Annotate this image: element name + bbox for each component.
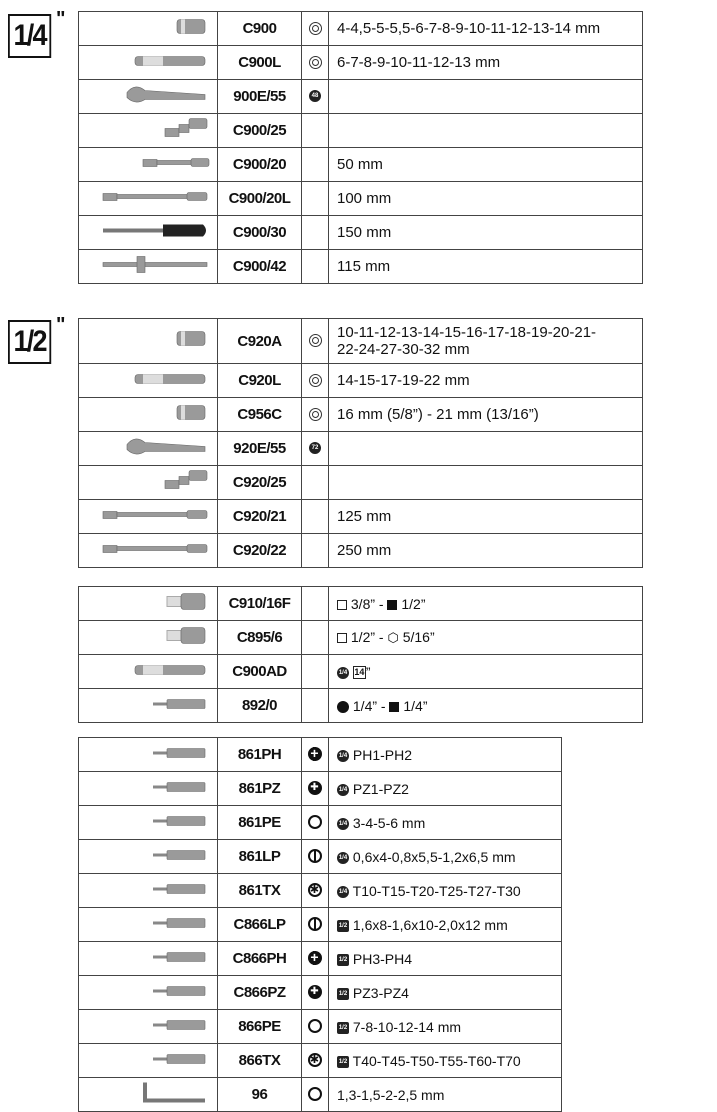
product-code: C866PZ	[218, 976, 302, 1010]
table-row	[79, 655, 643, 689]
tool-illustration-icon	[151, 745, 211, 764]
size-description	[329, 908, 562, 942]
table-row	[79, 466, 643, 500]
product-code: C920L	[218, 364, 302, 398]
half-inch-drive-icon: 1/2	[337, 1056, 349, 1068]
tool-image	[79, 1010, 218, 1044]
table-row	[79, 976, 562, 1010]
table-row	[79, 12, 643, 46]
square-drive-outline-icon	[337, 633, 347, 643]
tool-image	[79, 182, 218, 216]
half-inch-drive-icon: 1/2	[337, 920, 349, 932]
tool-image	[79, 114, 218, 148]
socket-ring-icon	[309, 408, 322, 421]
product-code: 892/0	[218, 689, 302, 723]
table-row	[79, 500, 643, 534]
product-code: C866PH	[218, 942, 302, 976]
product-code: C920/25	[218, 466, 302, 500]
tool-image	[79, 250, 218, 284]
type-icon-cell	[302, 1044, 329, 1078]
size-description	[329, 806, 562, 840]
table-row	[79, 80, 643, 114]
square-drive-filled-icon	[389, 702, 399, 712]
table-row	[79, 738, 562, 772]
tool-illustration-icon	[161, 116, 211, 145]
quarter-inch-drive-icon: 1/4	[337, 818, 349, 830]
tool-illustration-icon	[151, 1051, 211, 1070]
size-description: 150 mm	[329, 216, 643, 250]
type-icon-cell	[302, 1010, 329, 1044]
hex-ring-icon	[308, 1019, 322, 1033]
tool-illustration-icon	[101, 220, 211, 245]
section-inch-mark: "	[56, 8, 66, 30]
half-inch-drive-icon: 1/2	[337, 954, 349, 966]
table-half-inch	[78, 318, 643, 568]
size-description: 10-11-12-13-14-15-16-17-18-19-20-21- 22-24-27-30-32 mm	[329, 319, 643, 364]
tool-illustration-icon	[131, 53, 211, 72]
type-icon-cell	[302, 621, 329, 655]
size-description	[329, 114, 643, 148]
product-code: 861PE	[218, 806, 302, 840]
size-from: 3/8” -	[350, 595, 388, 612]
table-row	[79, 216, 643, 250]
tool-image	[79, 806, 218, 840]
hex-size-box-icon: 14	[354, 667, 365, 678]
size-values: 1,6x8-1,6x10-2,0x12 mm	[352, 916, 508, 933]
tool-image	[79, 976, 218, 1010]
product-code: C956C	[218, 398, 302, 432]
type-icon-cell	[302, 772, 329, 806]
table-row	[79, 364, 643, 398]
table-row	[79, 114, 643, 148]
product-code: C900AD	[218, 655, 302, 689]
table-row	[79, 772, 562, 806]
tool-image	[79, 908, 218, 942]
tool-image	[79, 534, 218, 568]
size-description	[329, 432, 643, 466]
product-code: 866TX	[218, 1044, 302, 1078]
phillips-icon	[308, 951, 322, 965]
square-drive-filled-icon	[387, 600, 397, 610]
tool-illustration-icon	[151, 915, 211, 934]
size-description: 6-7-8-9-10-11-12-13 mm	[329, 46, 643, 80]
slotted-icon	[308, 917, 322, 931]
tool-image	[79, 587, 218, 621]
product-code: C900	[218, 12, 302, 46]
product-code: C900/25	[218, 114, 302, 148]
tool-image	[79, 840, 218, 874]
table-quarter-inch	[78, 11, 643, 284]
type-icon-cell	[302, 466, 329, 500]
socket-ring-icon	[309, 374, 322, 387]
type-icon-cell	[302, 689, 329, 723]
hex-ring-icon	[308, 815, 322, 829]
size-description	[329, 976, 562, 1010]
size-description: 16 mm (5/8”) - 21 mm (13/16”)	[329, 398, 643, 432]
type-icon-cell	[302, 976, 329, 1010]
tool-illustration-icon	[101, 254, 211, 279]
tool-image	[79, 12, 218, 46]
product-code: C900/20L	[218, 182, 302, 216]
table-row	[79, 432, 643, 466]
section-label-half-inch: 1/2	[8, 320, 51, 364]
hex-outline-icon: ⬡	[387, 630, 399, 646]
type-icon-cell	[302, 364, 329, 398]
pozidriv-icon	[308, 985, 322, 999]
product-code: 861PZ	[218, 772, 302, 806]
size-description: 115 mm	[329, 250, 643, 284]
tool-illustration-icon	[161, 624, 211, 651]
size-values: 1,3-1,5-2-2,5 mm	[337, 1086, 445, 1103]
type-icon-cell	[302, 12, 329, 46]
half-inch-drive-icon: 1/2	[337, 1022, 349, 1034]
tool-illustration-icon	[101, 507, 211, 526]
table-row	[79, 587, 643, 621]
type-icon-cell	[302, 216, 329, 250]
table-row	[79, 250, 643, 284]
quarter-inch-drive-icon: 1/4	[337, 750, 349, 762]
section-inch-mark: "	[56, 314, 66, 336]
tool-image	[79, 216, 218, 250]
table-row	[79, 1078, 562, 1112]
product-code: C900/20	[218, 148, 302, 182]
tool-image	[79, 398, 218, 432]
type-icon-cell	[302, 587, 329, 621]
product-code: C920/22	[218, 534, 302, 568]
size-description	[329, 1010, 562, 1044]
size-description: 14-15-17-19-22 mm	[329, 364, 643, 398]
size-description: 50 mm	[329, 148, 643, 182]
type-icon-cell	[302, 432, 329, 466]
product-code: C910/16F	[218, 587, 302, 621]
type-icon-cell	[302, 114, 329, 148]
type-icon-cell	[302, 840, 329, 874]
table-row	[79, 398, 643, 432]
socket-ring-icon	[309, 56, 322, 69]
tool-image	[79, 466, 218, 500]
quarter-inch-drive-icon: 1/4	[337, 667, 349, 679]
table-row	[79, 942, 562, 976]
table-row	[79, 148, 643, 182]
size-description	[329, 1044, 562, 1078]
type-icon-cell	[302, 534, 329, 568]
tool-illustration-icon	[151, 813, 211, 832]
type-icon-cell	[302, 46, 329, 80]
type-icon-cell	[302, 738, 329, 772]
size-description: 1/4 14 ”	[329, 655, 643, 689]
tool-image	[79, 46, 218, 80]
tool-illustration-icon	[101, 189, 211, 208]
tool-illustration-icon	[151, 881, 211, 900]
size-description	[329, 689, 643, 723]
product-code: 96	[218, 1078, 302, 1112]
tool-image	[79, 1078, 218, 1112]
tool-illustration-icon	[171, 329, 211, 354]
size-description	[329, 772, 562, 806]
tool-illustration-icon	[131, 371, 211, 390]
size-values: 3-4-5-6 mm	[352, 814, 426, 831]
torx-icon	[308, 883, 322, 897]
tool-illustration-icon	[101, 541, 211, 560]
product-code: C866LP	[218, 908, 302, 942]
tool-illustration-icon	[171, 402, 211, 427]
type-icon-cell	[302, 319, 329, 364]
tool-illustration-icon	[131, 662, 211, 681]
size-description	[329, 942, 562, 976]
table-row	[79, 806, 562, 840]
type-icon-cell	[302, 500, 329, 534]
size-from: 1/2” -	[350, 628, 388, 645]
table-adapters	[78, 586, 643, 723]
tool-image	[79, 621, 218, 655]
size-description	[329, 1078, 562, 1112]
type-icon-cell	[302, 806, 329, 840]
quarter-inch-drive-icon: 1/4	[337, 784, 349, 796]
tool-image	[79, 772, 218, 806]
socket-ring-icon	[309, 22, 322, 35]
size-to: 1/4”	[403, 697, 428, 714]
size-from: 1/4” -	[352, 697, 390, 714]
table-row	[79, 534, 643, 568]
tool-illustration-icon	[151, 696, 211, 715]
size-description: 125 mm	[329, 500, 643, 534]
ratchet-teeth-icon: 72	[309, 442, 321, 454]
type-icon-cell	[302, 655, 329, 689]
type-icon-cell	[302, 182, 329, 216]
type-icon-cell	[302, 942, 329, 976]
size-values: PH1-PH2	[352, 746, 413, 763]
size-description: 250 mm	[329, 534, 643, 568]
product-code: C895/6	[218, 621, 302, 655]
tool-image	[79, 432, 218, 466]
type-icon-cell	[302, 148, 329, 182]
phillips-icon	[308, 747, 322, 761]
size-description	[329, 587, 643, 621]
table-bits	[78, 737, 562, 1112]
pozidriv-icon	[308, 781, 322, 795]
table-row	[79, 689, 643, 723]
quarter-inch-drive-icon: 1/4	[337, 852, 349, 864]
size-values: T40-T45-T50-T55-T60-T70	[352, 1052, 521, 1069]
size-description	[329, 466, 643, 500]
tool-illustration-icon	[171, 16, 211, 41]
quarter-inch-drive-icon: 1/4	[337, 886, 349, 898]
table-row	[79, 621, 643, 655]
tool-illustration-icon	[151, 847, 211, 866]
tool-illustration-icon	[151, 949, 211, 968]
tool-illustration-icon	[151, 779, 211, 798]
product-code: 866PE	[218, 1010, 302, 1044]
product-code: 861TX	[218, 874, 302, 908]
section-label-quarter-inch: 1/4	[8, 14, 51, 58]
size-description: 4-4,5-5-5,5-6-7-8-9-10-11-12-13-14 mm	[329, 12, 643, 46]
size-values: PH3-PH4	[352, 950, 413, 967]
size-to: 1/2”	[401, 595, 426, 612]
table-row	[79, 840, 562, 874]
size-values: PZ3-PZ4	[352, 984, 409, 1001]
size-values: PZ1-PZ2	[352, 780, 409, 797]
tool-illustration-icon	[141, 155, 211, 174]
tool-image	[79, 319, 218, 364]
product-code: C920/21	[218, 500, 302, 534]
product-code: 861LP	[218, 840, 302, 874]
table-row	[79, 1010, 562, 1044]
product-code: 920E/55	[218, 432, 302, 466]
tool-illustration-icon	[121, 434, 211, 463]
ratchet-teeth-icon: 48	[309, 90, 321, 102]
tool-illustration-icon	[161, 590, 211, 617]
size-to: 5/16”	[402, 628, 435, 645]
type-icon-cell	[302, 1078, 329, 1112]
size-description	[329, 874, 562, 908]
type-icon-cell	[302, 398, 329, 432]
hex-drive-filled-icon	[337, 701, 349, 713]
size-description: 100 mm	[329, 182, 643, 216]
product-code: C900/30	[218, 216, 302, 250]
tool-illustration-icon	[151, 1017, 211, 1036]
size-values: 0,6x4-0,8x5,5-1,2x6,5 mm	[352, 848, 516, 865]
tool-image	[79, 942, 218, 976]
type-icon-cell	[302, 908, 329, 942]
product-code: 861PH	[218, 738, 302, 772]
product-code: C900/42	[218, 250, 302, 284]
tool-image	[79, 689, 218, 723]
type-icon-cell	[302, 250, 329, 284]
tool-image	[79, 1044, 218, 1078]
product-code: C900L	[218, 46, 302, 80]
size-description	[329, 80, 643, 114]
tool-illustration-icon	[141, 1078, 211, 1111]
torx-icon	[308, 1053, 322, 1067]
table-row	[79, 908, 562, 942]
half-inch-drive-icon: 1/2	[337, 988, 349, 1000]
square-drive-outline-icon	[337, 600, 347, 610]
product-code: 900E/55	[218, 80, 302, 114]
tool-image	[79, 655, 218, 689]
tool-illustration-icon	[121, 82, 211, 111]
tool-image	[79, 738, 218, 772]
socket-ring-icon	[309, 334, 322, 347]
table-row	[79, 1044, 562, 1078]
tool-image	[79, 80, 218, 114]
tool-illustration-icon	[151, 983, 211, 1002]
tool-image	[79, 148, 218, 182]
table-row	[79, 874, 562, 908]
tool-image	[79, 874, 218, 908]
table-row	[79, 319, 643, 364]
tool-image	[79, 364, 218, 398]
type-icon-cell	[302, 80, 329, 114]
size-values: 7-8-10-12-14 mm	[352, 1018, 462, 1035]
size-description	[329, 840, 562, 874]
product-code: C920A	[218, 319, 302, 364]
tool-image	[79, 500, 218, 534]
slotted-icon	[308, 849, 322, 863]
size-description	[329, 621, 643, 655]
type-icon-cell	[302, 874, 329, 908]
size-values: T10-T15-T20-T25-T27-T30	[352, 882, 521, 899]
tool-illustration-icon	[161, 468, 211, 497]
table-row	[79, 182, 643, 216]
table-row	[79, 46, 643, 80]
size-description	[329, 738, 562, 772]
hex-ring-icon	[308, 1087, 322, 1101]
